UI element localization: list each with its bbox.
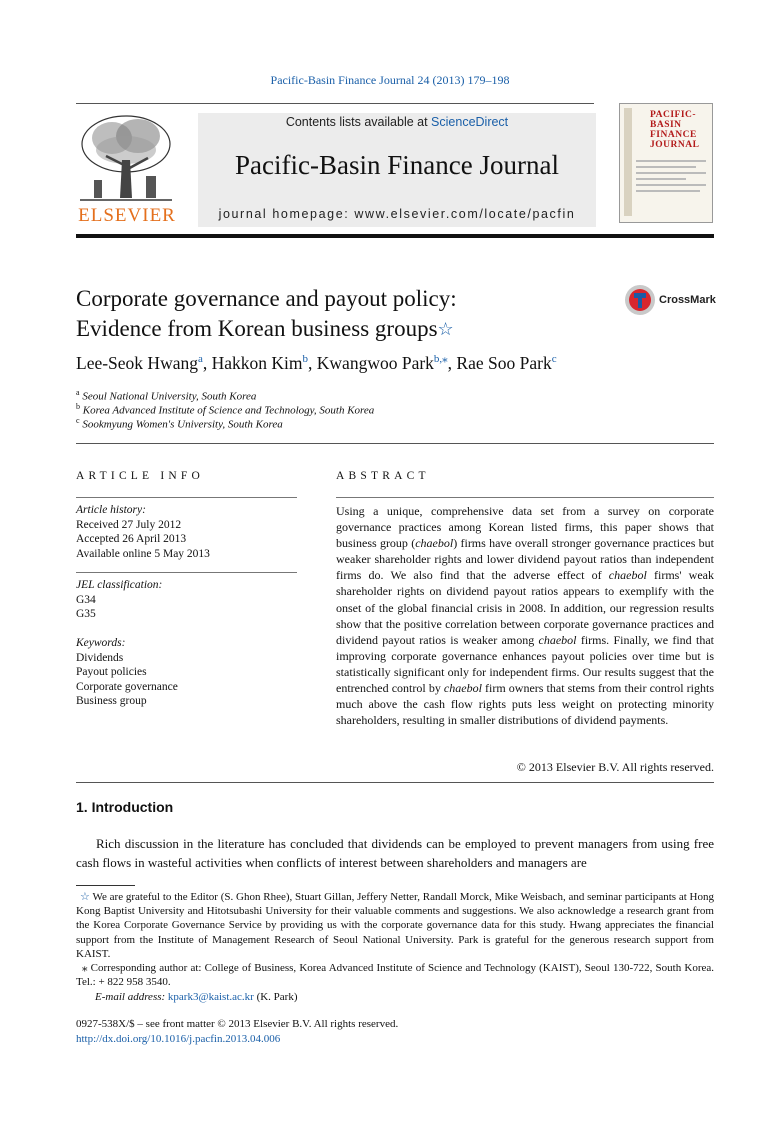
header-top-rule	[76, 103, 594, 104]
article-title-line2: Evidence from Korean business groups	[76, 316, 438, 341]
cover-title-line: JOURNAL	[650, 140, 700, 150]
cover-text-lines	[636, 156, 706, 196]
jel-code: G34	[76, 593, 96, 606]
sciencedirect-link[interactable]: ScienceDirect	[431, 115, 509, 129]
abstract-heading: ABSTRACT	[336, 470, 430, 482]
doi-link[interactable]: http://dx.doi.org/10.1016/j.pacfin.2013.04.006	[76, 1033, 281, 1045]
history-rule	[76, 572, 297, 573]
title-footnote-star[interactable]: ☆	[437, 319, 454, 339]
affiliation-text: Korea Advanced Institute of Science and Technology, South Korea	[82, 404, 375, 417]
affiliation	[76, 402, 374, 417]
elsevier-wordmark: ELSEVIER	[78, 205, 176, 226]
keyword: Payout policies	[76, 666, 147, 678]
keywords-label: Keywords:	[76, 637, 126, 649]
keyword: Business group	[76, 695, 147, 707]
footnote-rule	[76, 885, 135, 886]
journal-cover-thumbnail	[619, 103, 713, 223]
history-item: Received 27 July 2012	[76, 518, 182, 531]
contents-prefix: Contents lists available at	[285, 115, 432, 129]
author-name: Lee-Seok Hwang	[76, 352, 198, 373]
abstract-bottom-rule	[76, 782, 714, 783]
history-label: Article history:	[76, 504, 146, 516]
footnote-star-text: We are grateful to the Editor (S. Ghon Rhee), Stuart Gillan, Jeffery Netter, Randall Morck, Mike Weisbach, and seminar participants at Hong Kong Baptist University and Hitotsubashi University for their valuable comments and suggestions. We also acknowledge a research grant from the Korea Corporate Governance Service by providing us with the corporate governance data for this study. Hwang appreciates the financial support from the Institute of Management Research of Seoul National University. Park is grateful for the generous research support from KAIST.	[76, 891, 714, 960]
author-list: Lee-Seok Hwang$^a$, Hakkon Kim$^b$, Kwangwoo Park$^{b,⁎}$, Rae Soo Park$^c$	[76, 352, 557, 373]
crossmark-label: CrossMark	[659, 294, 716, 306]
journal-homepage	[198, 207, 596, 221]
cover-title-line: FINANCE	[650, 130, 697, 140]
footnote-corresponding	[76, 961, 714, 989]
abstract-copyright: © 2013 Elsevier B.V. All rights reserved.	[516, 760, 714, 774]
author-affil-mark[interactable]: b	[302, 353, 309, 365]
homepage-prefix: journal homepage:	[218, 207, 355, 221]
keywords	[76, 636, 178, 709]
author-name: Rae Soo Park	[456, 352, 552, 373]
section-heading-introduction: 1. Introduction	[76, 799, 174, 815]
cover-title-line: PACIFIC-	[650, 110, 697, 120]
email-label: E-mail address:	[95, 991, 166, 1003]
cover-title	[650, 110, 699, 150]
cover-spine	[624, 108, 632, 216]
affiliation-mark: a	[76, 388, 80, 397]
affiliation-mark: c	[76, 416, 80, 425]
jel-label: JEL classification:	[76, 579, 163, 591]
article-info-heading: ARTICLE INFO	[76, 470, 204, 482]
abstract-rule	[336, 497, 714, 498]
footnote-corr-text: Corresponding author at: College of Business, Korea Advanced Institute of Science and Technology (KAIST), Seoul 130-722, South Korea. Tel.: + 822 958 3540.	[76, 962, 714, 989]
author-affil-mark[interactable]: b,⁎	[433, 353, 448, 365]
affiliation	[76, 388, 256, 403]
footnote-star-mark: ☆	[80, 891, 90, 903]
article-info-rule	[76, 497, 297, 498]
introduction-text: Rich discussion in the literature has concluded that dividends can be employed to prevent managers from using free cash flows in wasteful activities when conflicts of interest between shareholders and managers are	[76, 836, 714, 870]
affiliation-text: Seoul National University, South Korea	[82, 390, 257, 403]
footnote-acknowledgement	[76, 890, 714, 961]
journal-citation[interactable]: Pacific-Basin Finance Journal 24 (2013) 179–198	[270, 73, 510, 87]
affiliation-text: Sookmyung Women's University, South Korea	[82, 418, 283, 431]
email-suffix: (K. Park)	[256, 991, 298, 1003]
article-title-line1: Corporate governance and payout policy:	[76, 286, 457, 311]
email-link[interactable]: kpark3@kaist.ac.kr	[167, 991, 254, 1003]
elsevier-tree-logo	[76, 110, 176, 206]
author-affil-mark[interactable]: a	[197, 353, 203, 365]
author-name: Kwangwoo Park	[316, 352, 434, 373]
footnote-email	[76, 990, 714, 1004]
keyword: Dividends	[76, 651, 124, 664]
issn-line: 0927-538X/$ – see front matter © 2013 Elsevier B.V. All rights reserved.	[76, 1018, 399, 1030]
author-name: Hakkon Kim	[211, 352, 303, 373]
article-title	[76, 284, 616, 344]
article-history	[76, 503, 210, 561]
affiliation-rule	[76, 443, 714, 444]
jel-classification	[76, 578, 162, 622]
crossmark-badge[interactable]	[624, 284, 724, 318]
keyword: Corporate governance	[76, 680, 178, 693]
jel-code: G35	[76, 608, 96, 620]
cover-title-line: BASIN	[650, 120, 682, 130]
footnote-corr-mark: ⁎	[82, 962, 88, 974]
author-affil-mark[interactable]: c	[551, 353, 557, 365]
abstract-text: Using a unique, comprehensive data set from a survey on corporate governance practices among Korean listed firms, this paper shows that business group (chaebol) firms have overall stronger governance practices but weaker shareholder rights and lower dividend payout ratios than independent firms do. We also find that the adverse effect of chaebol firms' weak shareholder rights on dividend payout ratios appears to exemplify with the onset of the global financial crisis in 2008. In addition, our regression results show that the positive correlation between corporate governance practices and dividend payout ratios is weaker among chaebol firms. Finally, we find that improving corporate governance enhances payout policies over time but is statistically significant only for independent firms. Our results suggest that the entrenched control by chaebol firm owners that stems from their control rights much above the cash flow rights puts less weight on protecting minority shareholders, resulting in smaller distributions of dividend payments.	[336, 504, 715, 728]
homepage-url[interactable]: www.elsevier.com/locate/pacfin	[354, 207, 576, 221]
history-item: Accepted 26 April 2013	[76, 533, 187, 545]
crossmark-icon	[624, 284, 656, 316]
history-item: Available online 5 May 2013	[76, 547, 210, 560]
contents-line	[198, 115, 596, 129]
header-bottom-rule	[76, 234, 714, 238]
affiliation	[76, 416, 283, 431]
journal-title: Pacific-Basin Finance Journal	[235, 150, 559, 180]
affiliation-mark: b	[76, 402, 80, 411]
